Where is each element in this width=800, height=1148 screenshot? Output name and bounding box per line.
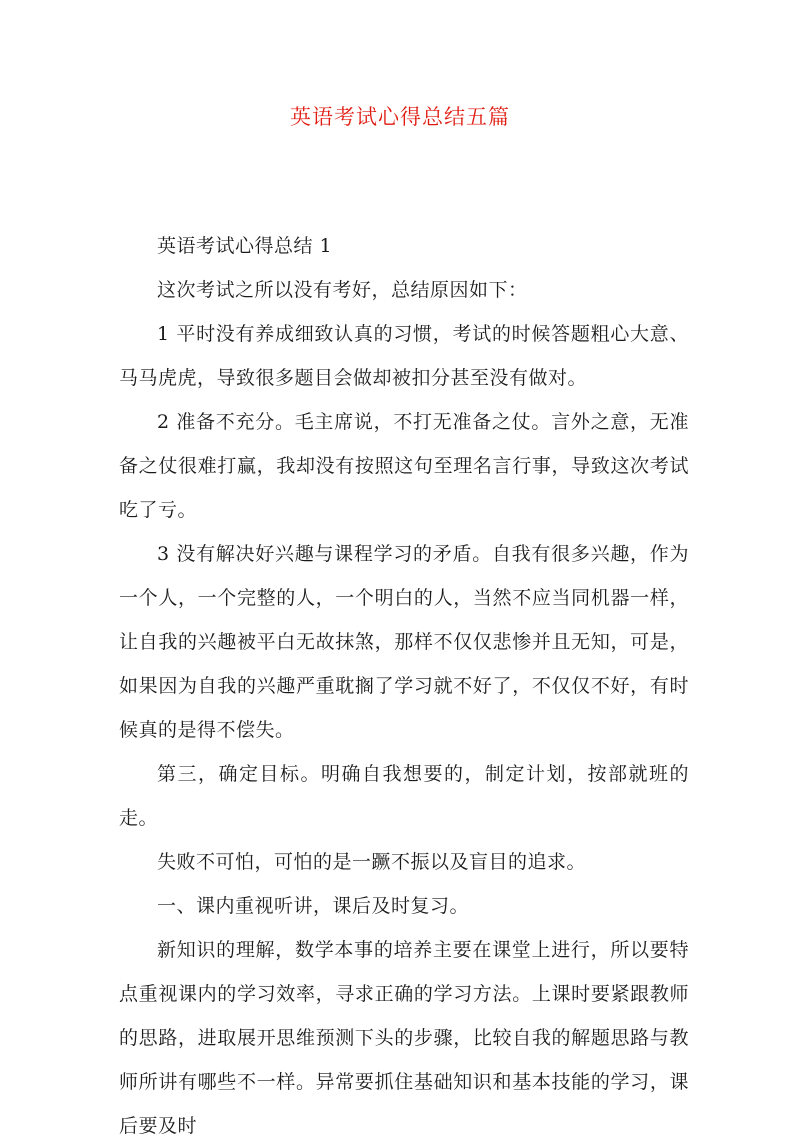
document-title: 英语考试心得总结五篇 <box>290 105 510 129</box>
paragraph: 2 准备不充分。毛主席说，不打无准备之仗。言外之意，无准备之仗很难打赢，我却没有按照这句至理名言行事，导致这次考试吃了亏。 <box>119 411 689 521</box>
paragraph: 第三，确定目标。明确自我想要的，制定计划，按部就班的走。 <box>119 763 689 829</box>
paragraph: 失败不可怕，可怕的是一蹶不振以及盲目的追求。 <box>157 851 587 873</box>
document-body <box>119 224 689 1148</box>
paragraph: 3 没有解决好兴趣与课程学习的矛盾。自我有很多兴趣，作为一个人，一个完整的人，一个明白的人，当然不应当同机器一样，让自我的兴趣被平白无故抹煞，那样不仅仅悲惨并且无知，可是，如果因为自我的兴趣严重耽搁了学习就不好了，不仅仅不好，有时候真的是得不偿失。 <box>119 543 689 741</box>
paragraph: 这次考试之所以没有考好，总结原因如下： <box>157 279 528 301</box>
paragraph: 1 平时没有养成细致认真的习惯，考试的时候答题粗心大意、马马虎虎，导致很多题目会做却被扣分甚至没有做对。 <box>119 323 689 389</box>
paragraph: 一、课内重视听讲，课后及时复习。 <box>157 895 470 917</box>
paragraph: 新知识的理解，数学本事的培养主要在课堂上进行，所以要特点重视课内的学习效率，寻求正确的学习方法。上课时要紧跟教师的思路，进取展开思维预测下头的步骤，比较自我的解题思路与教师所讲有哪些不一样。异常要抓住基础知识和基本技能的学习，课后要及时 <box>119 939 689 1137</box>
section-heading: 英语考试心得总结 1 <box>157 235 333 257</box>
